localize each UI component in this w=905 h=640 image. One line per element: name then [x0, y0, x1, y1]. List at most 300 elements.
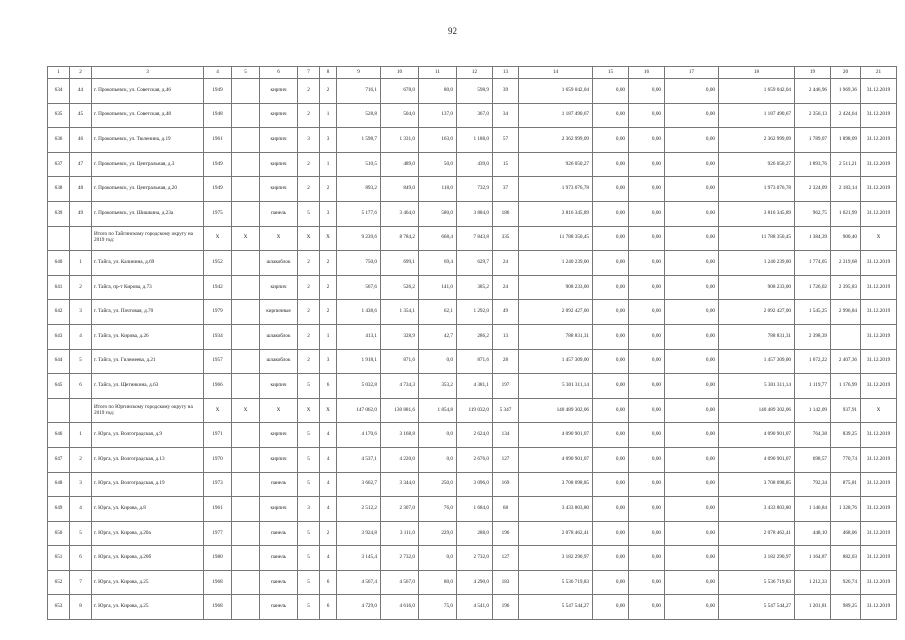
- table-cell: 0,00: [593, 423, 629, 448]
- table-cell: [232, 423, 260, 448]
- table-cell: [232, 300, 260, 325]
- table-row: [48, 472, 897, 497]
- table-cell: 9 239,6: [337, 226, 381, 251]
- table-cell: X: [232, 398, 260, 423]
- table-cell: 1 187 490,67: [719, 103, 795, 128]
- table-cell: 0,00: [629, 349, 665, 374]
- table-cell: 2: [320, 521, 337, 546]
- table-cell: X: [232, 226, 260, 251]
- table-cell: 31.12.2019: [861, 423, 897, 448]
- table-row: [48, 521, 897, 546]
- table-cell: 2: [298, 324, 320, 349]
- table-cell: 0,00: [665, 103, 719, 128]
- table-cell: [831, 324, 861, 349]
- table-cell: 2 624,0: [457, 423, 493, 448]
- table-cell: 367,0: [457, 103, 493, 128]
- table-cell: панель: [260, 546, 298, 571]
- table-cell: панель: [260, 521, 298, 546]
- table-cell: 5 177,6: [337, 201, 381, 226]
- table-cell: 2 996,84: [831, 300, 861, 325]
- table-cell: 0,00: [665, 595, 719, 620]
- table-cell: 0,00: [593, 374, 629, 399]
- table-cell: 335: [493, 226, 519, 251]
- table-cell: 1 240 239,00: [519, 251, 593, 276]
- table-cell: 2: [320, 79, 337, 104]
- table-cell: 15: [493, 152, 519, 177]
- column-number: 15: [593, 67, 629, 79]
- table-cell: 4 170,6: [337, 423, 381, 448]
- table-cell: 2 732,0: [381, 546, 419, 571]
- table-cell: 3: [320, 349, 337, 374]
- table-cell: кирпич: [260, 79, 298, 104]
- column-number: 11: [419, 67, 457, 79]
- table-cell: 2: [298, 275, 320, 300]
- table-cell: кирпич: [260, 103, 298, 128]
- table-cell: 76,0: [419, 497, 457, 522]
- table-cell: 186: [493, 201, 519, 226]
- table-cell: 3 816 345,89: [719, 201, 795, 226]
- table-cell: 0,00: [593, 497, 629, 522]
- table-cell: 0,00: [629, 79, 665, 104]
- column-number: 8: [320, 67, 337, 79]
- table-cell: [232, 546, 260, 571]
- table-cell: 31.12.2019: [861, 79, 897, 104]
- table-cell: 2 356,13: [795, 103, 831, 128]
- table-row: [48, 423, 897, 448]
- page-number: 92: [448, 26, 457, 36]
- table-cell: 770,74: [831, 447, 861, 472]
- table-cell: 1 973 076,78: [719, 177, 795, 202]
- table-cell: 2 092 427,00: [719, 300, 795, 325]
- table-row: [48, 546, 897, 571]
- table-cell: шлакоблок: [260, 251, 298, 276]
- table-cell: 3 464,0: [381, 201, 419, 226]
- table-cell: X: [204, 226, 232, 251]
- table-cell: [232, 349, 260, 374]
- table-cell: 2 324,09: [795, 177, 831, 202]
- table-cell: 2: [320, 251, 337, 276]
- table-cell: 1 726,02: [795, 275, 831, 300]
- table-cell: 653: [48, 595, 70, 620]
- table-row: [48, 177, 897, 202]
- table-cell: 0,0: [419, 423, 457, 448]
- table-cell: 2 319,68: [831, 251, 861, 276]
- table-cell: 5 032,8: [337, 374, 381, 399]
- table-cell: 5: [298, 423, 320, 448]
- table-cell: 0,00: [665, 374, 719, 399]
- table-cell: кирпич: [260, 423, 298, 448]
- table-cell: г. Прокопьевск, ул. Центральная, д.3: [92, 152, 204, 177]
- table-cell: 1 331,0: [381, 128, 419, 153]
- table-cell: г. Тайга, пр-т Кирова, д.73: [92, 275, 204, 300]
- table-cell: 1934: [204, 324, 232, 349]
- table-cell: 163,0: [419, 128, 457, 153]
- table-cell: 652: [48, 570, 70, 595]
- column-number: 3: [92, 67, 204, 79]
- column-number: 14: [519, 67, 593, 79]
- table-cell: 48: [70, 177, 92, 202]
- table-cell: X: [204, 398, 232, 423]
- table-cell: 0,00: [665, 300, 719, 325]
- table-cell: 1952: [204, 251, 232, 276]
- table-cell: 0,0: [419, 546, 457, 571]
- table-cell: 8: [70, 595, 92, 620]
- table-cell: 37: [493, 177, 519, 202]
- table-cell: 2: [298, 349, 320, 374]
- table-cell: 3: [320, 201, 337, 226]
- table-cell: г. Прокопьевск, ул. Центральная, д.20: [92, 177, 204, 202]
- table-row: [48, 201, 897, 226]
- table-cell: г. Юрга, ул. Кирова, д.20а: [92, 521, 204, 546]
- table-cell: 1 918,1: [337, 349, 381, 374]
- table-cell: 699,1: [381, 251, 419, 276]
- table-cell: 1 384,39: [795, 226, 831, 251]
- table-cell: X: [861, 398, 897, 423]
- table-cell: 3 708 098,85: [719, 472, 795, 497]
- table-cell: 5: [298, 201, 320, 226]
- subtotal-row: [48, 398, 897, 423]
- table-cell: 1: [320, 324, 337, 349]
- column-number: 18: [719, 67, 795, 79]
- table-cell: 647: [48, 447, 70, 472]
- table-cell: 3 662,7: [337, 472, 381, 497]
- table-cell: г. Прокопьевск, ул. Шишкина, д.23а: [92, 201, 204, 226]
- table-cell: 1966: [204, 374, 232, 399]
- table-cell: 636: [48, 128, 70, 153]
- table-cell: 504,0: [381, 103, 419, 128]
- table-cell: 3: [70, 472, 92, 497]
- table-cell: 31.12.2019: [861, 570, 897, 595]
- table-cell: 1975: [204, 201, 232, 226]
- table-cell: 849,0: [381, 177, 419, 202]
- table-cell: 893,2: [337, 177, 381, 202]
- table-cell: [232, 521, 260, 546]
- table-cell: 42,7: [419, 324, 457, 349]
- table-cell: 31.12.2019: [861, 497, 897, 522]
- table-cell: 2 395,83: [831, 275, 861, 300]
- table-cell: 1942: [204, 275, 232, 300]
- table-cell: 1980: [204, 546, 232, 571]
- table-cell: 926 050,27: [719, 152, 795, 177]
- table-cell: 0,00: [593, 251, 629, 276]
- table-cell: [232, 251, 260, 276]
- table-cell: 649: [48, 497, 70, 522]
- table-cell: 31.12.2019: [861, 349, 897, 374]
- table-cell: [232, 497, 260, 522]
- table-cell: 5 547 544,27: [719, 595, 795, 620]
- table-cell: 1 598,7: [337, 128, 381, 153]
- table-cell: 1 164,87: [795, 546, 831, 571]
- table-cell: 147 062,0: [337, 398, 381, 423]
- table-cell: 0,00: [665, 349, 719, 374]
- table-cell: 1968: [204, 595, 232, 620]
- table-cell: 137,0: [419, 103, 457, 128]
- table-cell: 788 831,31: [719, 324, 795, 349]
- table-cell: 0,00: [593, 349, 629, 374]
- table-cell: [232, 447, 260, 472]
- table-cell: 639: [48, 201, 70, 226]
- table-cell: 0,00: [665, 275, 719, 300]
- table-cell: 0,00: [593, 201, 629, 226]
- table-cell: 0,00: [665, 570, 719, 595]
- table-row: [48, 570, 897, 595]
- table-cell: [232, 79, 260, 104]
- table-cell: кирпич: [260, 497, 298, 522]
- table-cell: 6: [70, 374, 92, 399]
- table-cell: 644: [48, 349, 70, 374]
- table-cell: 1 973 076,78: [519, 177, 593, 202]
- table-cell: 908 233,00: [719, 275, 795, 300]
- table-cell: 385,2: [457, 275, 493, 300]
- table-cell: 1 212,33: [795, 570, 831, 595]
- table-cell: 6: [320, 374, 337, 399]
- table-cell: 2: [320, 177, 337, 202]
- table-cell: 4 381,1: [457, 374, 493, 399]
- table-row: [48, 103, 897, 128]
- table-cell: 732,9: [457, 177, 493, 202]
- table-row: [48, 300, 897, 325]
- table-cell: 1 457 309,00: [719, 349, 795, 374]
- table-cell: 1: [70, 251, 92, 276]
- table-row: [48, 595, 897, 620]
- table-cell: [232, 374, 260, 399]
- table-cell: 7: [70, 570, 92, 595]
- table-cell: 3: [320, 128, 337, 153]
- table-cell: 3: [70, 300, 92, 325]
- table-cell: 0,00: [593, 177, 629, 202]
- table-cell: 183: [493, 570, 519, 595]
- table-cell: 0,00: [629, 546, 665, 571]
- column-number: 16: [629, 67, 665, 79]
- table-cell: 2: [298, 177, 320, 202]
- table-cell: кирпич: [260, 177, 298, 202]
- column-number: 4: [204, 67, 232, 79]
- table-cell: 2 512,2: [337, 497, 381, 522]
- table-cell: панель: [260, 472, 298, 497]
- table-cell: 3 816 345,89: [519, 201, 593, 226]
- table-cell: 31.12.2019: [861, 152, 897, 177]
- table-cell: 6: [70, 546, 92, 571]
- table-cell: панель: [260, 595, 298, 620]
- table-cell: 127: [493, 546, 519, 571]
- table-cell: 45: [70, 103, 92, 128]
- table-cell: 7 843,8: [457, 226, 493, 251]
- table-cell: [70, 398, 92, 423]
- table-cell: 4 616,0: [381, 595, 419, 620]
- table-cell: 0,00: [629, 300, 665, 325]
- table-cell: [232, 177, 260, 202]
- column-number: 7: [298, 67, 320, 79]
- table-cell: 4: [70, 324, 92, 349]
- table-cell: 580,0: [419, 201, 457, 226]
- table-cell: 0,00: [629, 423, 665, 448]
- table-cell: X: [298, 226, 320, 251]
- table-cell: 1948: [204, 103, 232, 128]
- table-cell: 3 344,0: [381, 472, 419, 497]
- table-cell: 0,00: [665, 546, 719, 571]
- table-cell: 1: [320, 103, 337, 128]
- table-cell: 5: [298, 374, 320, 399]
- table-cell: [48, 398, 70, 423]
- table-cell: 4 734,3: [381, 374, 419, 399]
- table-row: [48, 497, 897, 522]
- table-cell: 80,0: [419, 570, 457, 595]
- table-cell: 698,57: [795, 447, 831, 472]
- table-cell: 2 362 999,09: [719, 128, 795, 153]
- table-cell: 2 407,36: [831, 349, 861, 374]
- table-cell: 0,00: [665, 423, 719, 448]
- table-cell: 629,7: [457, 251, 493, 276]
- table-cell: 0,00: [665, 128, 719, 153]
- table-cell: 13: [493, 324, 519, 349]
- table-cell: 0,00: [593, 521, 629, 546]
- table-cell: 140 489 302,06: [719, 398, 795, 423]
- table-cell: 413,1: [337, 324, 381, 349]
- table-cell: г. Юрга, ул. Кирова, д.8: [92, 497, 204, 522]
- table-cell: 31.12.2019: [861, 324, 897, 349]
- table-cell: 2 078 462,41: [519, 521, 593, 546]
- table-cell: 141,0: [419, 275, 457, 300]
- table-cell: X: [861, 226, 897, 251]
- table-cell: [48, 226, 70, 251]
- table-cell: 0,00: [665, 324, 719, 349]
- table-cell: 1 146,84: [795, 497, 831, 522]
- table-cell: 839,25: [831, 423, 861, 448]
- table-cell: 0,00: [629, 398, 665, 423]
- table-cell: 75,0: [419, 595, 457, 620]
- table-cell: 4 541,0: [457, 595, 493, 620]
- table-cell: 792,34: [795, 472, 831, 497]
- table-cell: 6: [320, 595, 337, 620]
- table-cell: 598,9: [457, 79, 493, 104]
- table-cell: 1 854,8: [419, 398, 457, 423]
- column-number: 12: [457, 67, 493, 79]
- table-cell: 3 924,8: [337, 521, 381, 546]
- table-cell: г. Юрга, ул. Волгоградская, д.19: [92, 472, 204, 497]
- table-cell: 69,4: [419, 251, 457, 276]
- column-number: 2: [70, 67, 92, 79]
- table-cell: 47: [70, 152, 92, 177]
- table-cell: 0,00: [593, 79, 629, 104]
- table-cell: 1 201,81: [795, 595, 831, 620]
- table-cell: г. Тайга, ул. Гилемеева, д.21: [92, 349, 204, 374]
- table-cell: 31.12.2019: [861, 275, 897, 300]
- table-cell: 4: [320, 447, 337, 472]
- table-cell: 2 446,96: [795, 79, 831, 104]
- table-cell: 1949: [204, 152, 232, 177]
- table-cell: 4 090 901,07: [519, 423, 593, 448]
- table-cell: г. Юрга, ул. Кирова, д.25: [92, 570, 204, 595]
- table-cell: г. Прокопьевск, ул. Советская, д.48: [92, 103, 204, 128]
- table-cell: 4: [320, 497, 337, 522]
- table-cell: 2 511,21: [831, 152, 861, 177]
- table-cell: 4: [320, 546, 337, 571]
- table-cell: 130 881,6: [381, 398, 419, 423]
- table-cell: 882,03: [831, 546, 861, 571]
- table-cell: 3 111,0: [381, 521, 419, 546]
- table-cell: г. Прокопьевск, ул. Советская, д.46: [92, 79, 204, 104]
- table-cell: 0,00: [665, 201, 719, 226]
- table-cell: X: [260, 226, 298, 251]
- table-cell: 4 567,4: [337, 570, 381, 595]
- table-cell: кирпич: [260, 374, 298, 399]
- table-cell: 134: [493, 423, 519, 448]
- table-cell: 5: [70, 521, 92, 546]
- table-cell: 1968: [204, 570, 232, 595]
- table-cell: 229,0: [419, 521, 457, 546]
- table-cell: 1961: [204, 128, 232, 153]
- table-cell: 1979: [204, 300, 232, 325]
- table-cell: кирпичные: [260, 300, 298, 325]
- table-cell: 641: [48, 275, 70, 300]
- table-cell: 926,74: [831, 570, 861, 595]
- column-number: 17: [665, 67, 719, 79]
- table-cell: 1 969,36: [831, 79, 861, 104]
- table-cell: 4 090 901,07: [719, 423, 795, 448]
- table-row: [48, 374, 897, 399]
- table-cell: 2 183,14: [831, 177, 861, 202]
- table-cell: г. Юрга, ул. Кирова, д.20б: [92, 546, 204, 571]
- subtotal-row: [48, 226, 897, 251]
- table-cell: 34: [493, 103, 519, 128]
- table-cell: 0,00: [629, 521, 665, 546]
- table-cell: 4 090 901,07: [719, 447, 795, 472]
- table-cell: 635: [48, 103, 70, 128]
- table-cell: 637: [48, 152, 70, 177]
- table-cell: 2 362 999,09: [519, 128, 593, 153]
- column-number: 20: [831, 67, 861, 79]
- table-cell: 1 328,76: [831, 497, 861, 522]
- table-cell: 2: [320, 275, 337, 300]
- table-cell: 908 233,00: [519, 275, 593, 300]
- table-cell: 1 187 490,67: [519, 103, 593, 128]
- table-cell: 4: [70, 497, 92, 522]
- table-cell: [232, 128, 260, 153]
- table-cell: 2: [298, 300, 320, 325]
- table-cell: 0,00: [593, 275, 629, 300]
- table-cell: 3 182 290,97: [719, 546, 795, 571]
- table-cell: 3 884,0: [457, 201, 493, 226]
- table-cell: 651: [48, 546, 70, 571]
- table-cell: 0,00: [593, 595, 629, 620]
- table-cell: 0,0: [419, 349, 457, 374]
- table-cell: 668,4: [419, 226, 457, 251]
- column-number: 5: [232, 67, 260, 79]
- table-cell: 0,00: [629, 275, 665, 300]
- table-cell: 24: [493, 275, 519, 300]
- table-cell: 3 168,8: [381, 423, 419, 448]
- table-cell: 1949: [204, 177, 232, 202]
- table-cell: 1 142,09: [795, 398, 831, 423]
- table-cell: 1 659 042,04: [719, 79, 795, 104]
- table-cell: 871,6: [381, 349, 419, 374]
- table-cell: 5 547 544,27: [519, 595, 593, 620]
- table-cell: г. Юрга, ул. Волгоградская, д.13: [92, 447, 204, 472]
- table-cell: 1 898,09: [831, 128, 861, 153]
- table-cell: 1 176,99: [831, 374, 861, 399]
- table-cell: 2 424,64: [831, 103, 861, 128]
- column-number-row: [48, 67, 897, 79]
- table-cell: 0,00: [665, 226, 719, 251]
- table-cell: 2 676,0: [457, 447, 493, 472]
- table-cell: 5: [298, 570, 320, 595]
- table-cell: 0,00: [593, 472, 629, 497]
- table-row: [48, 152, 897, 177]
- table-cell: 650: [48, 521, 70, 546]
- table-cell: Итого по Тайгинскому городскому округу на 2019 год:: [92, 226, 204, 251]
- table-cell: 39: [493, 79, 519, 104]
- table-cell: 489,0: [381, 152, 419, 177]
